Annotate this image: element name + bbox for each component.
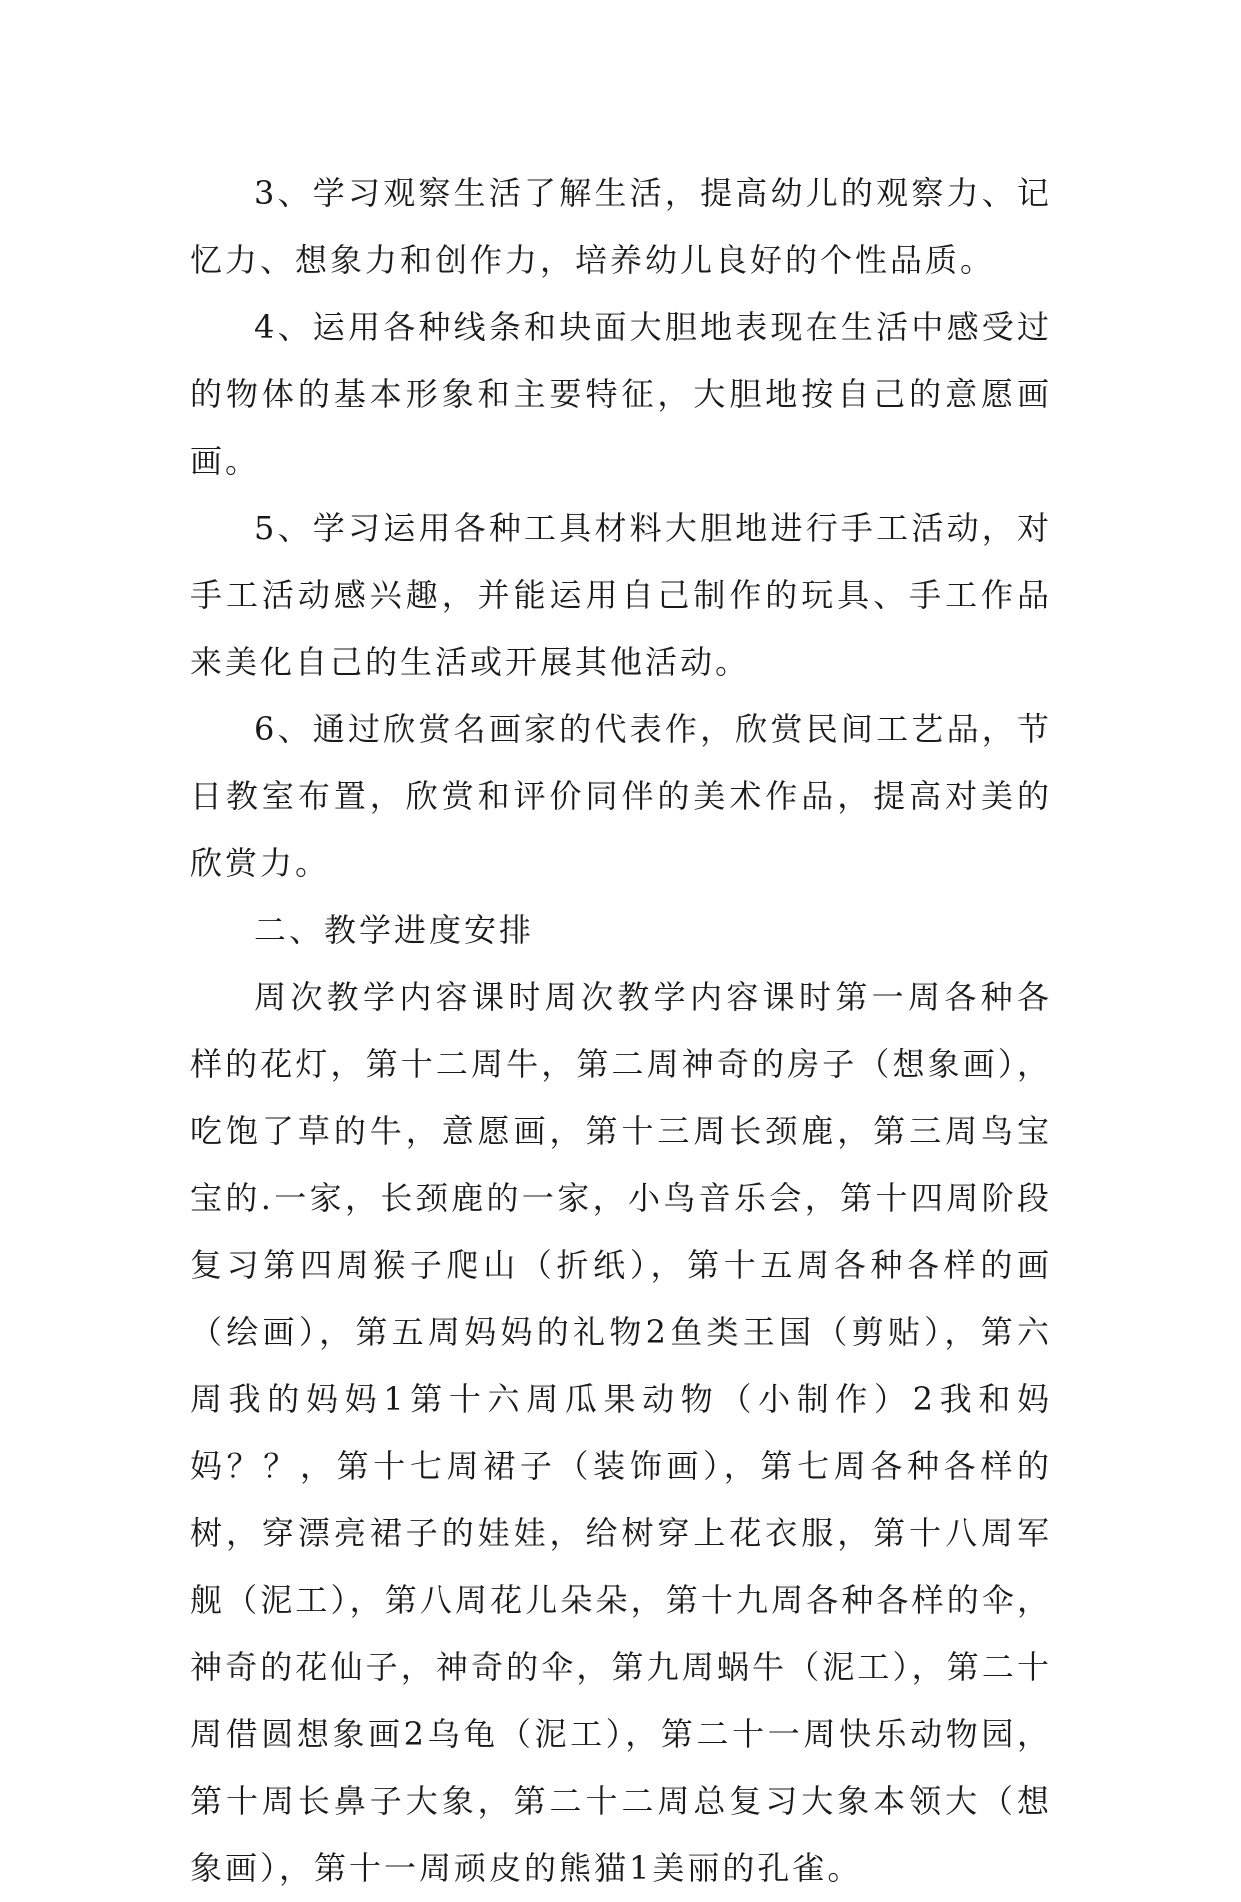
objective-paragraph-3: 3、学习观察生活了解生活，提高幼儿的观察力、记忆力、想象力和创作力，培养幼儿良好的个性品质。: [190, 174, 1052, 279]
objective-paragraph-4: 4、运用各种线条和块面大胆地表现在生活中感受过的物体的基本形象和主要特征，大胆地按自己的意愿画画。: [190, 308, 1052, 480]
schedule-paragraph: 周次教学内容课时周次教学内容课时第一周各种各样的花灯，第十二周牛，第二周神奇的房子（想象画），吃饱了草的牛，意愿画，第十三周长颈鹿，第三周鸟宝宝的.一家，长颈鹿的一家，小鸟音乐会，第十四周阶段复习第四周猴子爬山（折纸），第十五周各种各样的画（绘画），第五周妈妈的礼物2鱼类王国（剪贴），第六周我的妈妈1第十六周瓜果动物（小制作）2我和妈妈？？，第十七周裙子（装饰画），第七周各种各样的树，穿漂亮裙子的娃娃，给树穿上花衣服，第十八周军舰（泥工），第八周花儿朵朵，第十九周各种各样的伞，神奇的花仙子，神奇的伞，第九周蜗牛（泥工），第二十周借圆想象画2乌龟（泥工），第二十一周快乐动物园，第十周长鼻子大象，第二十二周总复习大象本领大（想象画），第十一周顽皮的熊猫1美丽的孔雀。: [190, 978, 1052, 1887]
objective-paragraph-6: 6、通过欣赏名画家的代表作，欣赏民间工艺品，节日教室布置，欣赏和评价同伴的美术作品，提高对美的欣赏力。: [190, 710, 1052, 882]
section-heading: 二、教学进度安排: [254, 911, 535, 949]
objective-paragraph-5: 5、学习运用各种工具材料大胆地进行手工活动，对手工活动感兴趣，并能运用自己制作的玩具、手工作品来美化自己的生活或开展其他活动。: [190, 509, 1052, 681]
document-body: [190, 160, 1052, 1902]
